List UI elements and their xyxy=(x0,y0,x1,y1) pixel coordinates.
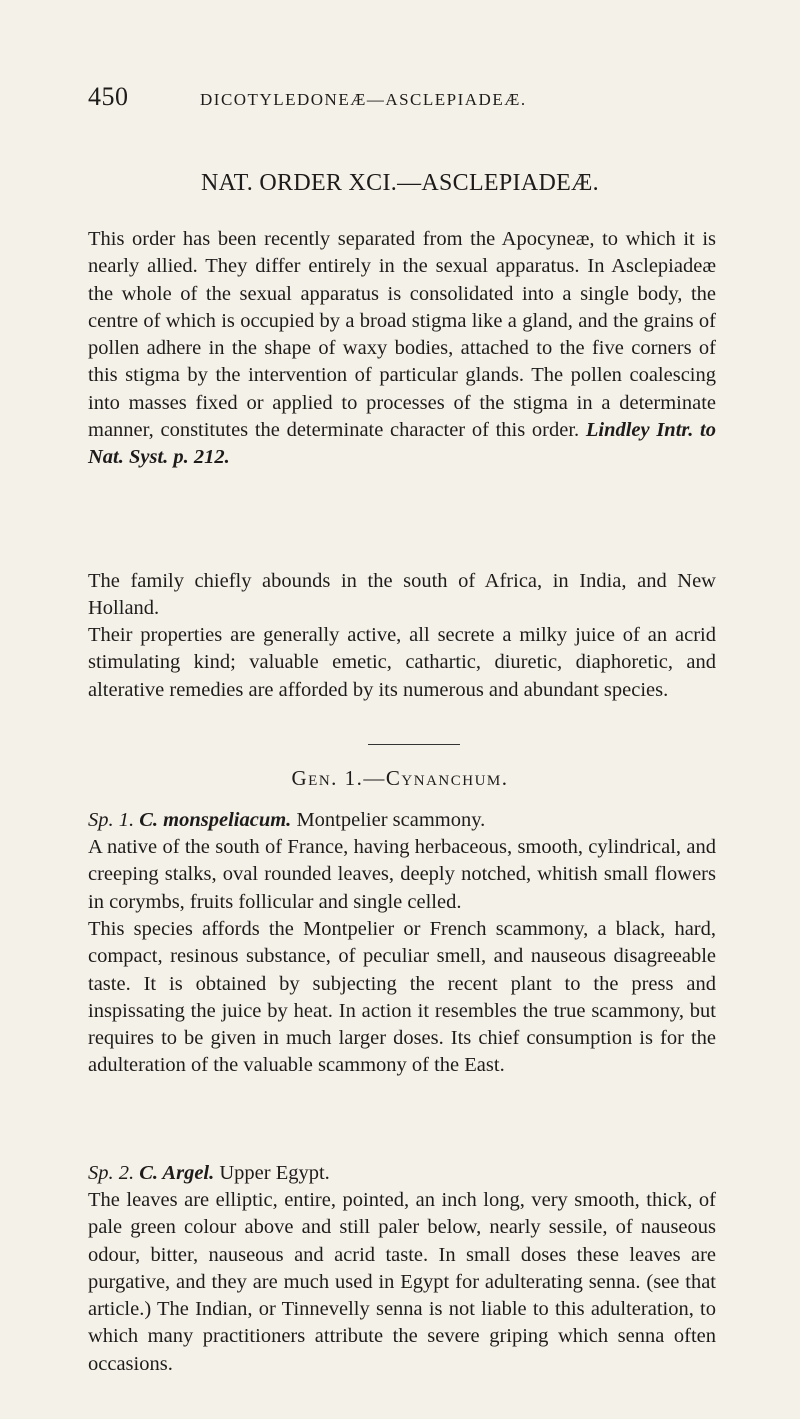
species-1-heading xyxy=(88,807,716,834)
species-1-uses: This species affords the Montpelier or French scammony, a black, hard, compact, resinous substance, of peculiar smell, and nauseous disagreeable taste. It is obtained by subjecting the recent plant to the press and inspissating the juice by heat. In action it resembles the true scammony, but requires to be given in much larger doses. Its chief consumption is for the adulteration of the valuable scammony of the East. xyxy=(88,918,716,1077)
page-number: 450 xyxy=(88,82,129,111)
citation: Lindley Intr. to Nat. Syst. p. 212. xyxy=(88,419,717,469)
intro-paragraph-1 xyxy=(88,226,716,472)
intro-paragraph-2: The family chiefly abounds in the south of Africa, in India, and New Holland. xyxy=(88,570,716,620)
species-1-description: A native of the south of France, having herbaceous, smooth, cylindrical, and creeping stalks, oval rounded leaves, deeply notched, whitish small flowers in corymbs, fruits follicular and single celled. xyxy=(88,836,716,913)
order-title: NAT. ORDER XCI.—ASCLEPIADEÆ. xyxy=(201,170,599,196)
section-divider xyxy=(368,744,460,745)
species-2-common-name: Upper Egypt. xyxy=(219,1162,330,1184)
genus-title: Gen. 1.—Cynanchum. xyxy=(291,766,509,790)
species-1-label: Sp. 1. xyxy=(88,809,135,831)
species-2-description: The leaves are elliptic, entire, pointed, an inch long, very smooth, thick, of pale green colour above and still paler below, nearly sessile, of nauseous odour, bitter, nauseous and acrid taste. In small doses these leaves are purgative, and they are much used in Egypt for adulterating senna. (see that article.) The Indian, or Tinnevelly senna is not liable to this adulteration, to which many practitioners attribute the severe griping which senna often occasions. xyxy=(88,1189,716,1375)
species-2-heading xyxy=(88,1160,716,1187)
running-title: DICOTYLEDONEÆ—ASCLEPIADEÆ. xyxy=(200,90,527,109)
intro-paragraph-3: Their properties are generally active, all secrete a milky juice of an acrid stimulating kind; valuable emetic, cathartic, diuretic, diaphoretic, and alterative remedies are afforded by its numerous and abundant species. xyxy=(88,624,716,701)
intro-paragraph-1-text: This order has been recently separated from the Apocyneæ, to which it is nearly allied. They differ entirely in the sexual apparatus. In Asclepiadeæ the whole of the sexual apparatus is consolidated into a single body, the centre of which is occupied by a broad stigma like a gland, and the grains of pollen adhere in the shape of waxy bodies, attached to the five corners of this stigma by the intervention of particular glands. The pollen coalescing into masses fixed or applied to processes of the stigma in a determinate manner, constitutes the determinate character of this order. xyxy=(88,228,716,442)
running-head xyxy=(88,82,708,118)
species-1-common-name: Montpelier scammony. xyxy=(296,809,486,831)
species-2-label: Sp. 2. xyxy=(88,1162,135,1184)
species-2-name: C. Argel. xyxy=(139,1162,215,1184)
species-1-name: C. monspeliacum. xyxy=(139,809,292,831)
